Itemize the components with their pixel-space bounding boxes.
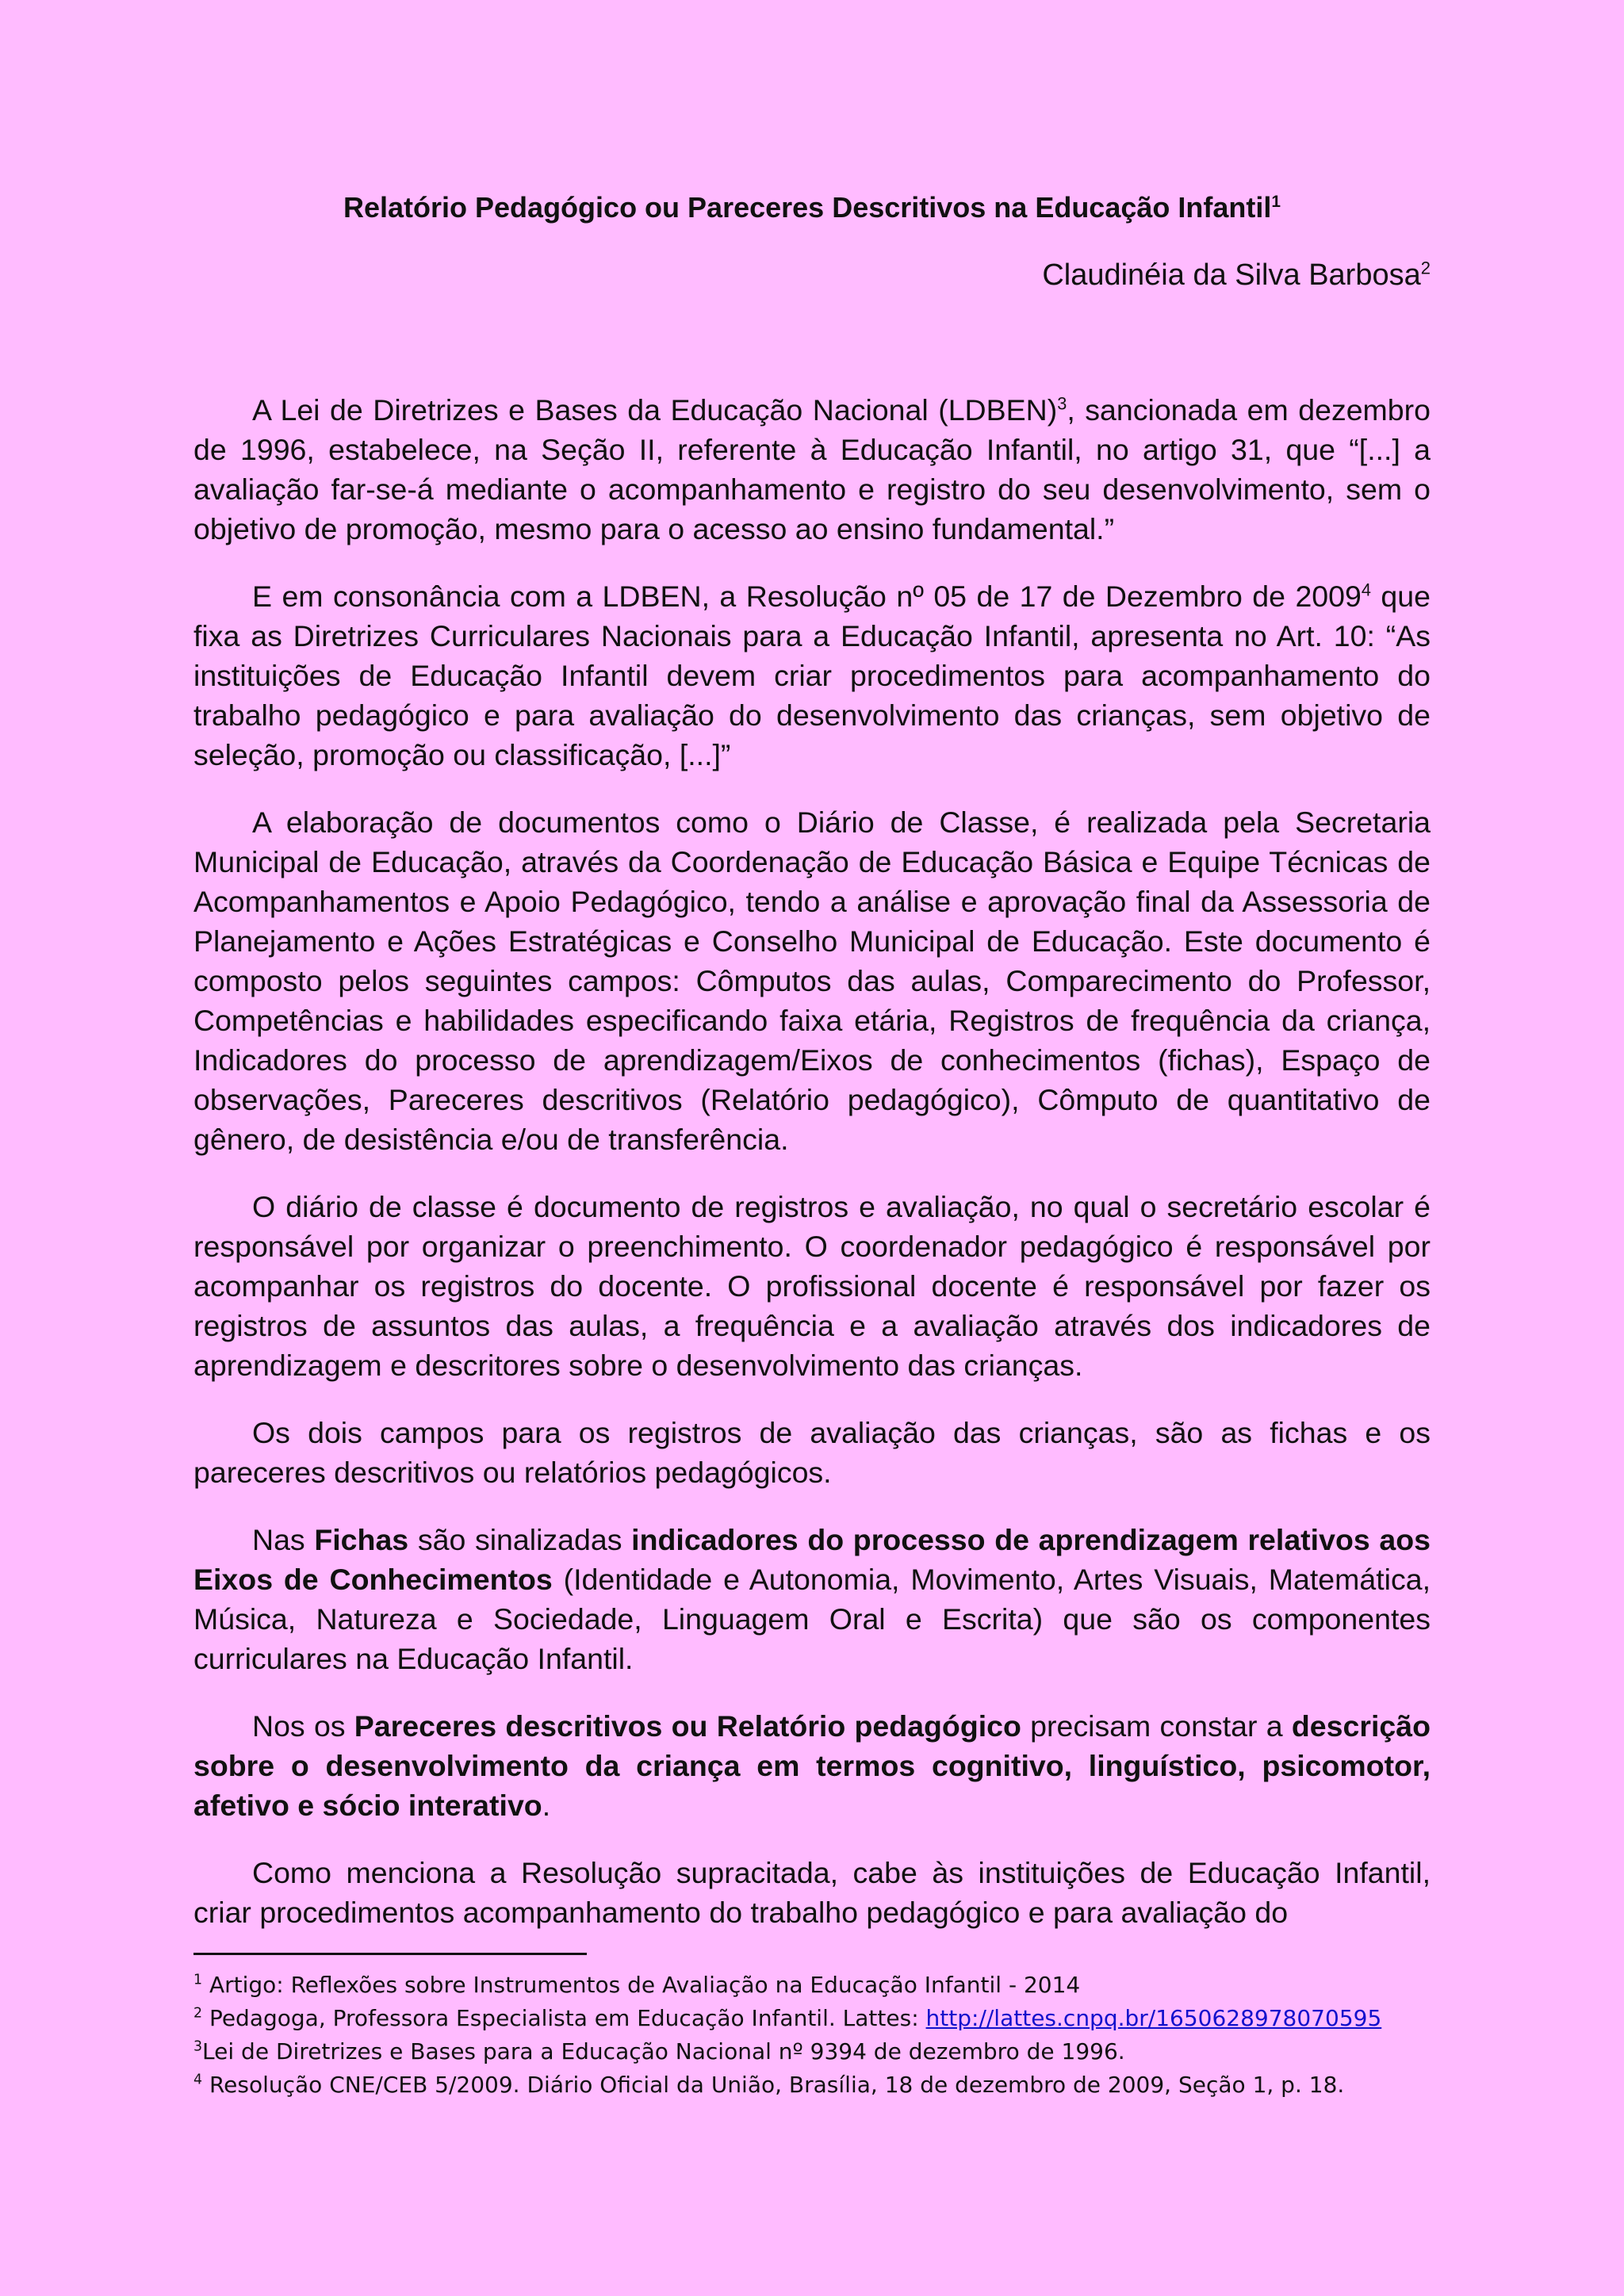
footnote-3 (193, 2035, 1431, 2068)
paragraph-fichas-text-c: são sinalizadas (408, 1523, 632, 1556)
footnote-4-number: 4 (193, 2072, 203, 2088)
paragraph-pareceres-text-a: Nos os (252, 1709, 354, 1743)
footnote-1-number: 1 (193, 1972, 203, 1988)
footnote-1-text: Artigo: Reflexões sobre Instrumentos de Avaliação na Educação Infantil - 2014 (202, 1972, 1081, 1998)
title-footnote-ref[interactable]: 1 (1271, 193, 1281, 211)
paragraph-ldben-text-a: A Lei de Diretrizes e Bases da Educação Nacional (LDBEN) (252, 393, 1058, 427)
paragraph-pareceres-bold-b: Pareceres descritivos ou Relatório pedagógico (354, 1709, 1021, 1743)
document-author (193, 255, 1431, 295)
paragraph-campos-avaliacao: Os dois campos para os registros de avaliação das crianças, são as fichas e os pareceres descritivos ou relatórios pedagógicos. (193, 1416, 1431, 1489)
document-body (193, 390, 1431, 1932)
paragraph-fichas (193, 1520, 1431, 1678)
footnote-2-number: 2 (193, 2005, 203, 2022)
paragraph-diario-registros: O diário de classe é documento de registros e avaliação, no qual o secretário escolar é responsável por organizar o preenchimento. O coordenador pedagógico é responsável por acompanhar os registros do docente. O profissional docente é responsável por fazer os registros de assuntos das aulas, a frequência e a avaliação através dos indicadores de aprendizagem e descritores sobre o desenvolvimento das crianças. (193, 1190, 1431, 1382)
document-title (193, 189, 1431, 227)
title-text: Relatório Pedagógico ou Pareceres Descritivos na Educação Infantil (343, 191, 1272, 224)
paragraph-pareceres-text-e: . (542, 1789, 551, 1822)
footnote-3-number: 3 (193, 2038, 203, 2055)
footnote-separator (193, 1953, 587, 1955)
author-name: Claudinéia da Silva Barbosa (1042, 258, 1421, 292)
footnote-ref-4[interactable]: 4 (1361, 580, 1371, 600)
footnote-1 (193, 1969, 1431, 2002)
footnote-2-text: Pedagoga, Professora Especialista em Educação Infantil. Lattes: (202, 2005, 926, 2031)
paragraph-fichas-text-a: Nas (252, 1523, 315, 1556)
paragraph-ldben-text-b: , sancionada em dezembro de 1996, estabelece, na Seção II, referente à Educação Infantil, no artigo 31, que “[...] a avaliação far-se-á mediante o acompanhamento e registro do seu desenvolvimento, sem o objetivo de promoção, mesmo para o acesso ao ensino fundamental.” (193, 393, 1431, 545)
paragraph-resolucao-text-b: que fixa as Diretrizes Curriculares Nacionais para a Educação Infantil, apresenta no Art. 10: “As instituições de Educação Infantil devem criar procedimentos para acompanhamento do trabalho pedagógico e para avaliação do desenvolvimento das crianças, sem objetivo de seleção, promoção ou classificação, [...]” (193, 580, 1431, 771)
paragraph-ldben (193, 390, 1431, 549)
paragraph-pareceres (193, 1706, 1431, 1825)
footnote-4-text: Resolução CNE/CEB 5/2009. Diário Oficial da União, Brasília, 18 de dezembro de 2009, Seção 1, p. 18. (202, 2072, 1345, 2098)
paragraph-pareceres-bold-d: descrição sobre o desenvolvimento da criança em termos cognitivo, linguístico, psicomotor, afetivo e sócio interativo (193, 1709, 1431, 1822)
footnotes-section (193, 1969, 1431, 2102)
paragraph-fichas-bold-a: Fichas (314, 1523, 409, 1556)
lattes-link[interactable]: http://lattes.cnpq.br/1650628978070595 (925, 2005, 1382, 2031)
paragraph-fichas-bold-d: indicadores do processo de aprendizagem relativos aos Eixos de Conhecimentos (193, 1523, 1431, 1596)
paragraph-fichas-text-e: (Identidade e Autonomia, Movimento, Artes Visuais, Matemática, Música, Natureza e Sociedade, Linguagem Oral e Escrita) que são os componentes curriculares na Educação Infantil. (193, 1563, 1431, 1675)
footnote-4 (193, 2068, 1431, 2102)
footnote-ref-3[interactable]: 3 (1057, 393, 1067, 414)
paragraph-diario-elaboracao: A elaboração de documentos como o Diário de Classe, é realizada pela Secretaria Municipal de Educação, através da Coordenação de Educação Básica e Equipe Técnicas de Acompanhamentos e Apoio Pedagógico, tendo a análise e aprovação final da Assessoria de Planejamento e Ações Estratégicas e Conselho Municipal de Educação. Este documento é composto pelos seguintes campos: Cômputos das aulas, Comparecimento do Professor, Competências e habilidades especificando faixa etária, Registros de frequência da criança, Indicadores do processo de aprendizagem/Eixos de conhecimentos (fichas), Espaço de observações, Pareceres descritivos (Relatório pedagógico), Cômputo de quantitativo de gênero, de desistência e/ou de transferência. (193, 806, 1431, 1156)
paragraph-pareceres-text-c: precisam constar a (1021, 1709, 1292, 1743)
author-footnote-ref[interactable]: 2 (1420, 258, 1431, 278)
paragraph-resolucao-text-a: E em consonância com a LDBEN, a Resolução nº 05 de 17 de Dezembro de 2009 (252, 580, 1362, 613)
footnote-2 (193, 2002, 1431, 2035)
paragraph-resolucao (193, 576, 1431, 775)
footnote-3-text: Lei de Diretrizes e Bases para a Educação Nacional nº 9394 de dezembro de 1996. (202, 2038, 1125, 2064)
paragraph-resolucao-supracitada: Como menciona a Resolução supracitada, cabe às instituições de Educação Infantil, criar procedimentos acompanhamento do trabalho pedagógico e para avaliação do (193, 1856, 1431, 1929)
